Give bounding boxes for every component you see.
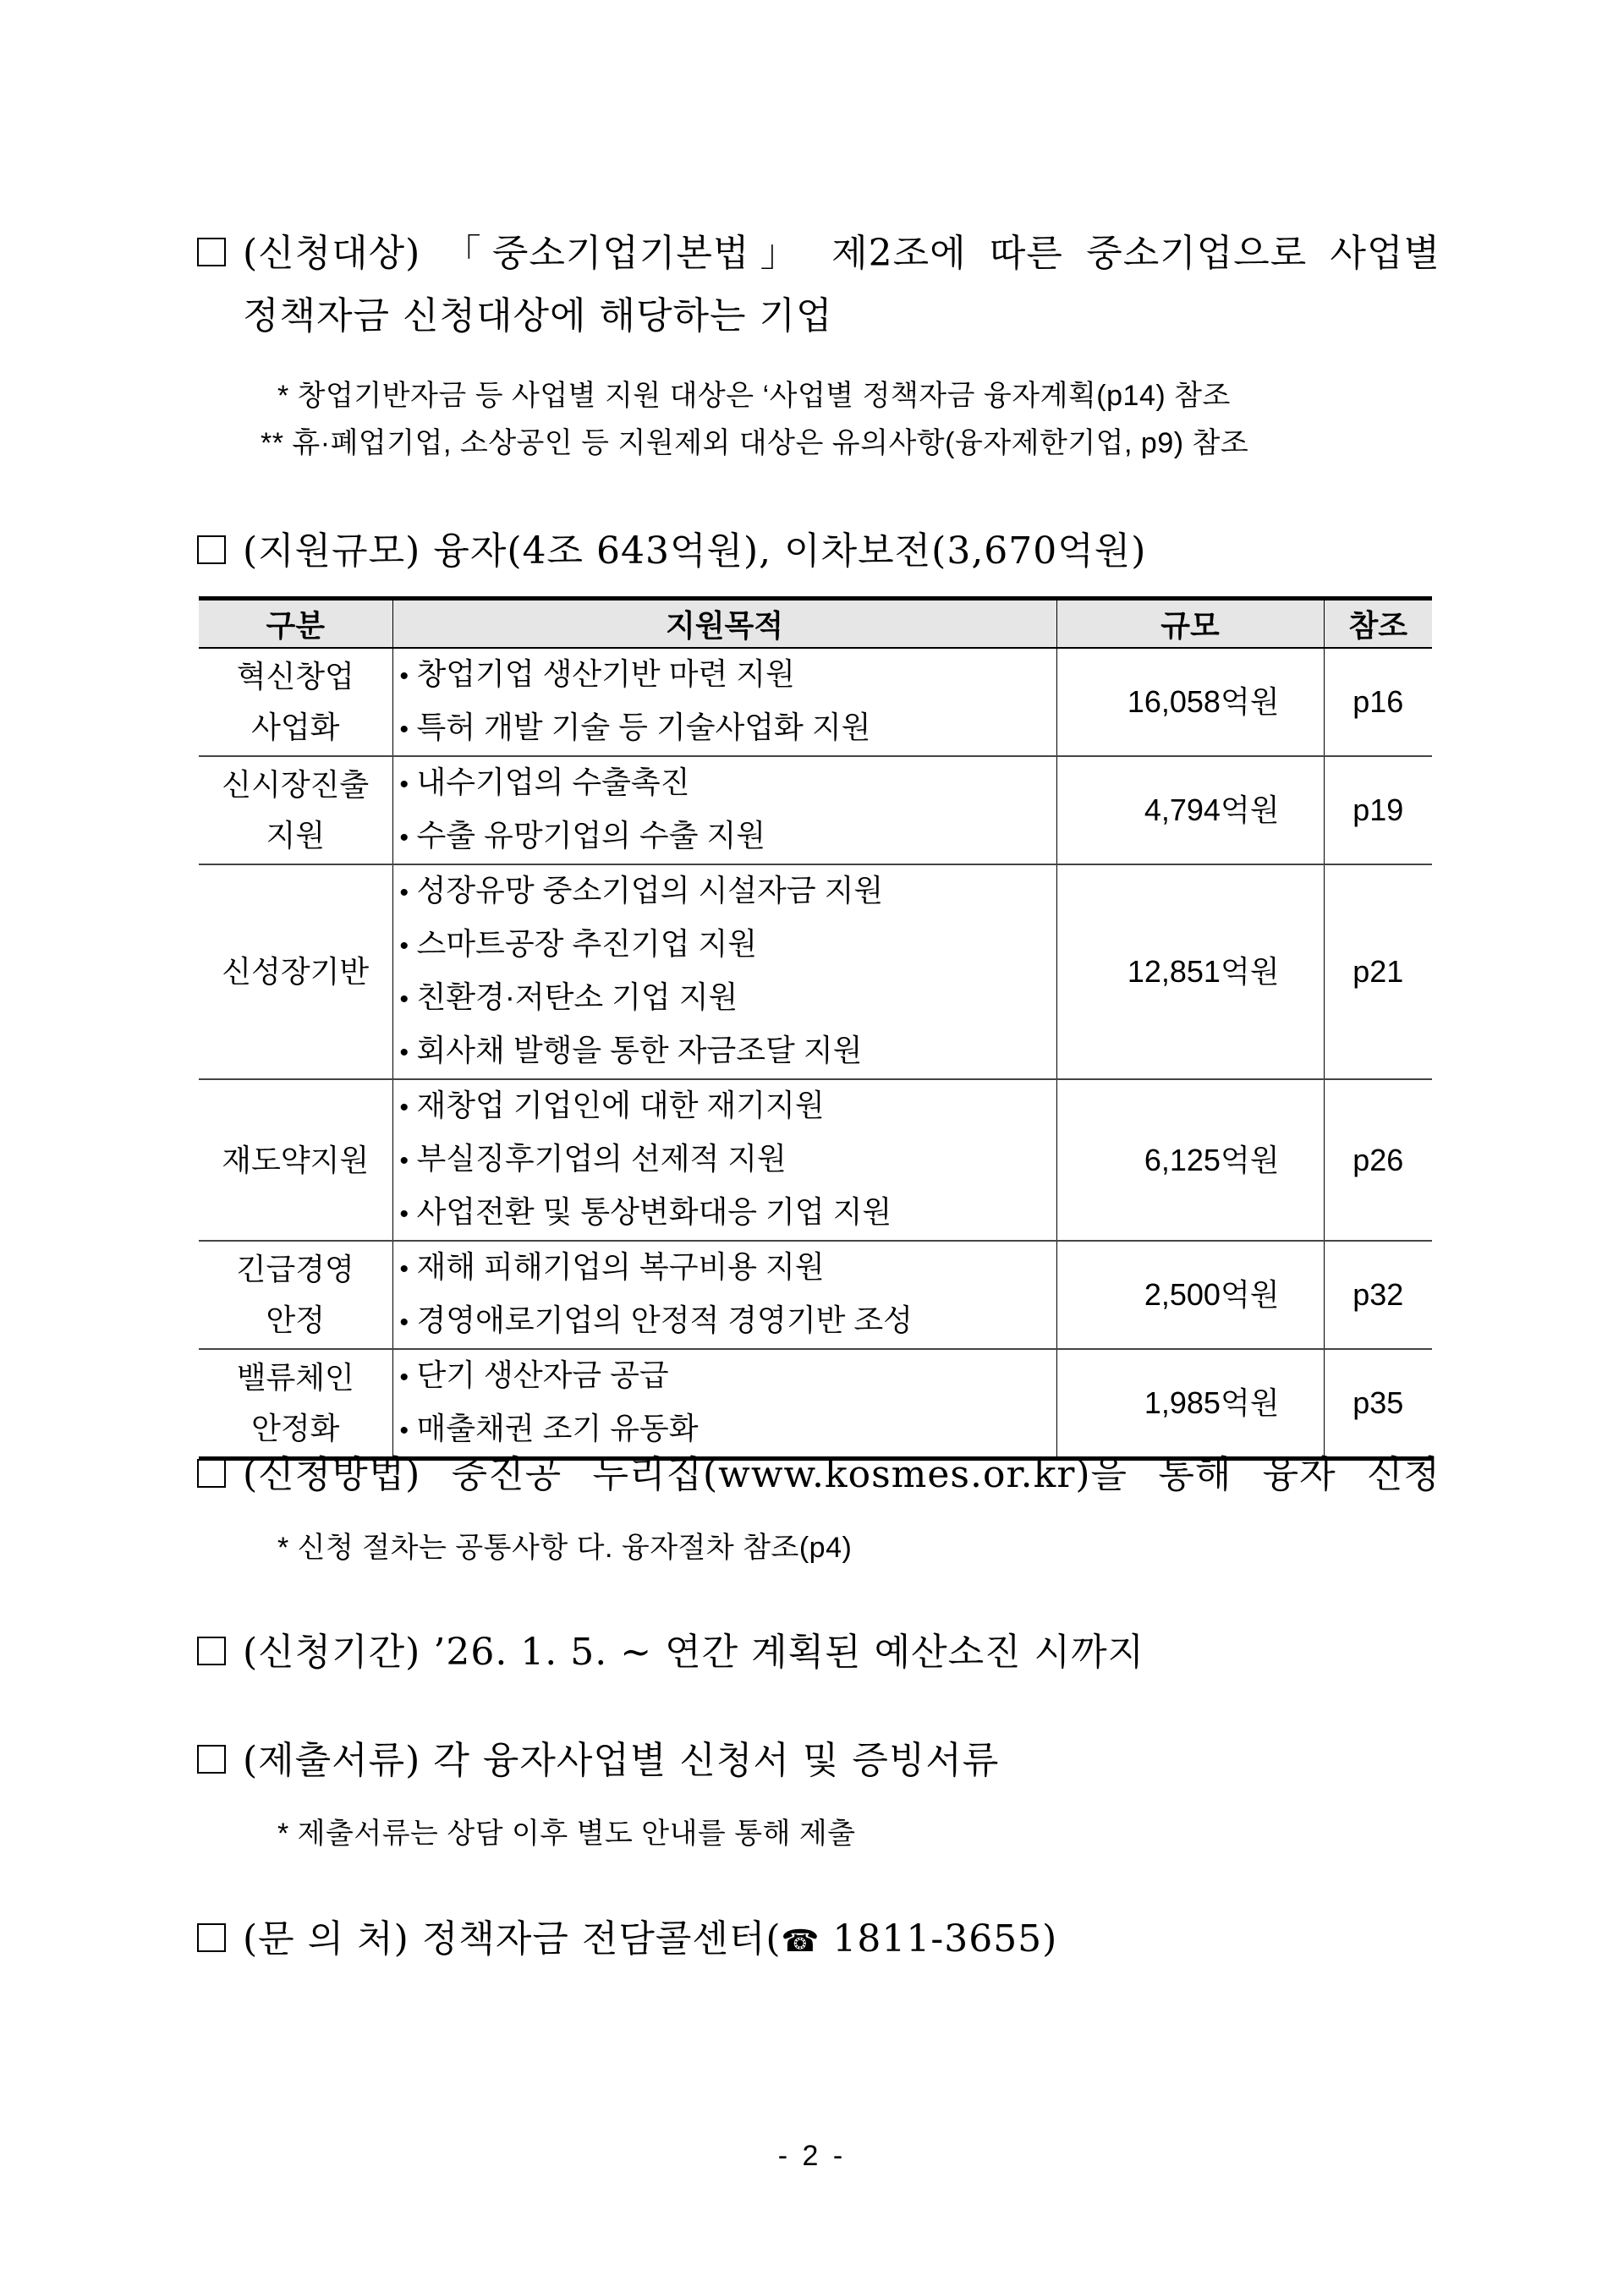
table-row [199,756,1432,864]
amount-cell: 16,058억원 [1056,648,1324,756]
section-label: (지원규모) [243,529,421,573]
purpose-cell: • 성장유망 중소기업의 시설자금 지원 • 스마트공장 추진기업 지원 • 친환경·저탄소 기업 지원 • 회사채 발행을 통한 자금조달 지원 [392,864,1056,1079]
amount-cell: 4,794억원 [1056,756,1324,864]
phone-icon: ☎ [781,1924,820,1959]
ref-cell: p16 [1324,648,1432,756]
amount-cell: 12,851억원 [1056,864,1324,1079]
category-cell: 밸류체인 안정화 [199,1349,392,1459]
section-text: 융자(4조 643억원), 이차보전(3,670억원) [433,529,1147,573]
category-cell: 재도약지원 [199,1079,392,1241]
phone-number: 1811-3655) [832,1917,1058,1961]
section-target-cont [243,284,1004,348]
note: ** 휴·폐업기업, 소상공인 등 지원제외 대상은 유의사항(융자제한기업, p9) 참조 [261,427,1249,459]
checkbox-square-icon [197,238,226,266]
section-text-cont: 정책자금 신청대상에 해당하는 기업 [243,294,833,337]
ref-cell: p19 [1324,756,1432,864]
table-header-row [199,599,1432,649]
checkbox-square-icon [197,1637,226,1665]
section-label: (문 의 처) [243,1917,409,1961]
section-label: (신청대상) [243,232,421,275]
category-cell: 신시장진출 지원 [199,756,392,864]
section-text: 각 융자사업별 신청서 및 증빙서류 [433,1739,1000,1782]
section-label: (제출서류) [243,1739,421,1782]
category-cell: 혁신창업 사업화 [199,648,392,756]
table-row [199,1241,1432,1349]
funding-table [199,596,1432,1461]
section-method [197,1443,1440,1507]
checkbox-square-icon [197,1923,226,1952]
ref-cell: p35 [1324,1349,1432,1459]
page-number: - 2 - [777,2140,847,2172]
note: * 창업기반자금 등 사업별 지원 대상은 ‘사업별 정책자금 융자계획(p14) 참조 [277,380,1231,412]
section-text: 정책자금 전담콜센터( [421,1917,782,1961]
category-cell: 긴급경영 안정 [199,1241,392,1349]
section-documents [197,1729,1297,1793]
ref-cell: p21 [1324,864,1432,1079]
header-amount: 규모 [1056,599,1324,649]
checkbox-square-icon [197,1745,226,1774]
section-contact [197,1907,1297,1974]
section-text: ’26. 1. 5. ~ 연간 계획된 예산소진 시까지 [433,1631,1145,1674]
table-row [199,1079,1432,1241]
amount-cell: 6,125억원 [1056,1079,1324,1241]
section-target [197,222,1440,286]
section-label: (신청기간) [243,1631,421,1674]
section-scale [197,519,1297,584]
note: * 신청 절차는 공통사항 다. 융자절차 참조(p4) [277,1532,853,1564]
amount-cell: 2,500억원 [1056,1241,1324,1349]
section-label: (신청방법) [243,1453,421,1496]
section-text: 중진공 누리집(www.kosmes.or.kr)을 통해 융자 신청 [451,1453,1440,1496]
header-purpose: 지원목적 [392,599,1056,649]
header-category: 구분 [199,599,392,649]
checkbox-square-icon [197,535,226,564]
purpose-cell: • 단기 생산자금 공급 • 매출채권 조기 유동화 [392,1349,1056,1459]
purpose-cell: • 재창업 기업인에 대한 재기지원 • 부실징후기업의 선제적 지원 • 사업전환 및 통상변화대응 기업 지원 [392,1079,1056,1241]
category-cell: 신성장기반 [199,864,392,1079]
checkbox-square-icon [197,1459,226,1488]
section-text: 「중소기업기본법」 제2조에 따른 중소기업으로 사업별 [443,232,1440,275]
note: * 제출서류는 상담 이후 별도 안내를 통해 제출 [277,1818,856,1850]
ref-cell: p26 [1324,1079,1432,1241]
ref-cell: p32 [1324,1241,1432,1349]
purpose-cell: • 내수기업의 수출촉진 • 수출 유망기업의 수출 지원 [392,756,1056,864]
table-row [199,864,1432,1079]
header-ref: 참조 [1324,599,1432,649]
purpose-cell: • 창업기업 생산기반 마련 지원 • 특허 개발 기술 등 기술사업화 지원 [392,648,1056,756]
section-period [197,1621,1297,1685]
amount-cell: 1,985억원 [1056,1349,1324,1459]
purpose-cell: • 재해 피해기업의 복구비용 지원 • 경영애로기업의 안정적 경영기반 조성 [392,1241,1056,1349]
table-row [199,648,1432,756]
